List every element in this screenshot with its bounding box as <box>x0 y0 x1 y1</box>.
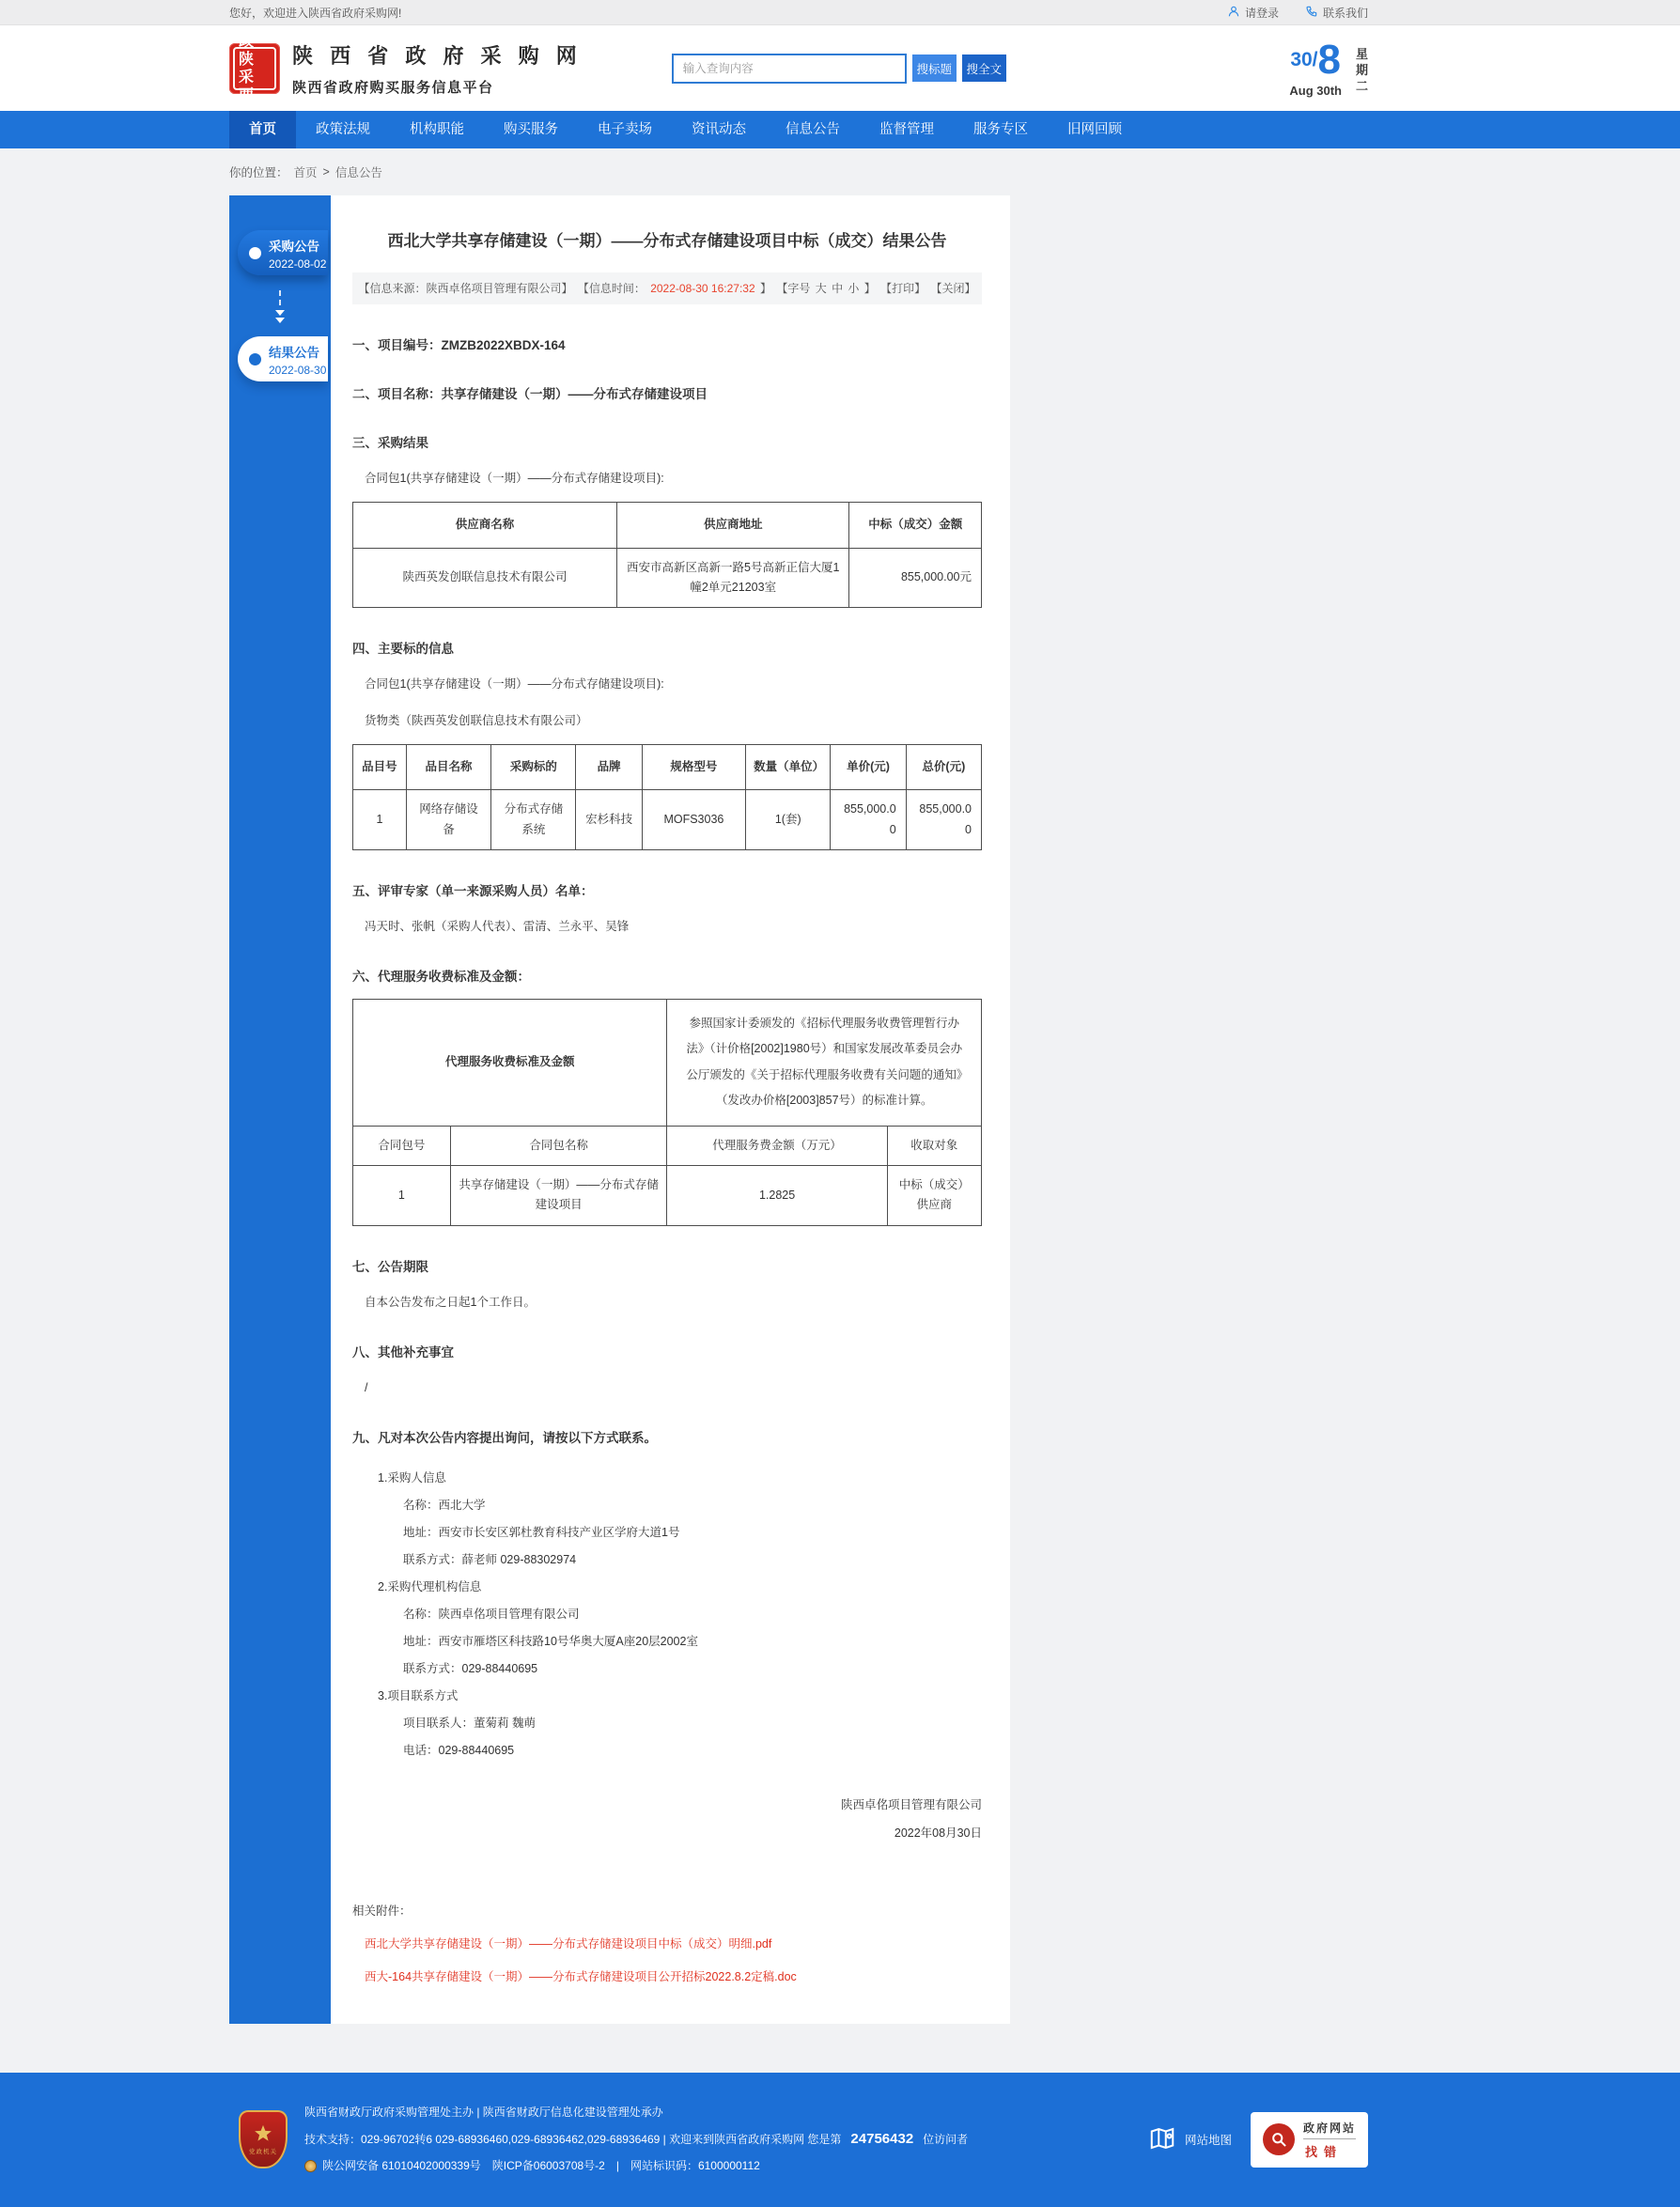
attachment-link-pdf[interactable]: 西北大学共享存储建设（一期）——分布式存储建设项目中标（成交）明细.pdf <box>365 1936 772 1951</box>
search-bar <box>672 54 1006 84</box>
site-footer <box>0 2073 1680 2207</box>
supplier-name-cell: 陕西英发创联信息技术有限公司 <box>353 548 617 608</box>
nav-item-policies[interactable]: 政策法规 <box>316 122 370 137</box>
contact-line: 地址：西安市长安区郭杜教育科技产业区学府大道1号 <box>403 1525 680 1539</box>
print-button[interactable]: 【打印】 <box>880 282 926 296</box>
model-cell: MOFS3036 <box>642 790 745 850</box>
column-header: 品目号 <box>353 745 407 790</box>
nav-item-home[interactable]: 首页 <box>229 111 296 148</box>
date-month: 8 <box>1317 36 1342 83</box>
contract-package-line: 合同包1(共享存储建设（一期）——分布式存储建设项目): <box>365 677 664 692</box>
contact-us-link[interactable] <box>1305 5 1368 21</box>
nav-item-news[interactable]: 资讯动态 <box>692 122 746 137</box>
badge-gov-site-label: 政府网站 <box>1302 2121 1356 2135</box>
timeline-step-procurement-announcement[interactable] <box>238 230 328 275</box>
info-time-value: 2022-08-30 16:27:32 <box>650 282 755 296</box>
brand-cell: 宏杉科技 <box>576 790 642 850</box>
fee-standard-label-cell: 代理服务收费标准及金额 <box>353 999 667 1126</box>
nav-item-purchase-services[interactable]: 购买服务 <box>504 122 558 137</box>
search-fulltext-button[interactable]: 搜全文 <box>962 54 1006 82</box>
timeline-step-date: 2022-08-30 <box>269 363 327 377</box>
supplier-address-cell: 西安市高新区高新一路5号高新正信大厦1幢2单元21203室 <box>616 548 849 608</box>
footer-organizer-line: 陕西省财政厅政府采购管理处主办 | 陕西省财政厅信息化建设管理处承办 <box>304 2105 663 2119</box>
contact-line: 联系方式：029-88440695 <box>403 1661 538 1675</box>
phone-icon <box>1305 5 1318 21</box>
welcome-text: 您好，欢迎进入陕西省政府采购网! <box>229 6 402 20</box>
timeline-step-title: 结果公告 <box>269 345 319 360</box>
column-header: 规格型号 <box>642 745 745 790</box>
section-procurement-result: 三、采购结果 <box>352 436 428 451</box>
breadcrumb <box>229 148 1451 195</box>
attachments-section <box>352 1902 982 1984</box>
info-time-label: 【信息时间： <box>577 282 646 296</box>
contact-us-label: 联系我们 <box>1322 6 1368 20</box>
contact-line: 地址：西安市雁塔区科技路10号华奥大厦A座20层2002室 <box>403 1634 698 1648</box>
magnifier-icon <box>1263 2123 1295 2155</box>
table-row <box>353 1166 982 1226</box>
nav-item-service-zone[interactable]: 服务专区 <box>973 122 1028 137</box>
fontsize-small-button[interactable]: 小 <box>848 282 860 296</box>
fontsize-medium-button[interactable]: 中 <box>832 282 844 296</box>
breadcrumb-home-link[interactable]: 首页 <box>293 166 318 179</box>
column-header: 品牌 <box>576 745 642 790</box>
contact-info-block <box>352 1465 982 1764</box>
breadcrumb-current-link[interactable]: 信息公告 <box>334 166 382 179</box>
fee-policy-cell: 参照国家计委颁发的《招标代理服务收费管理暂行办法》（计价格[2002]1980号）和国家发展改革委员会办公厅颁发的《关于招标代理服务收费有关问题的通知》（发改办价格[2003]857号）的标准计算。 <box>667 999 982 1126</box>
contact-line: 2.采购代理机构信息 <box>378 1579 482 1593</box>
section-inquiries: 九、凡对本次公告内容提出询问，请按以下方式联系。 <box>352 1430 657 1445</box>
section-announcement-period: 七、公告期限 <box>352 1259 428 1274</box>
site-subtitle: 陕西省政府购买服务信息平台 <box>292 79 494 96</box>
attachments-label: 相关附件： <box>352 1904 412 1918</box>
signature-block <box>352 1791 982 1847</box>
other-matters-text: / <box>365 1380 368 1394</box>
content-band <box>0 148 1680 2073</box>
article-meta-bar: 【信息来源：陕西卓佲项目管理有限公司】 【信息时间： 2022-08-30 16:27:32 】 【字号 大 中 小 】 【打印】 【关闭】 <box>352 272 982 304</box>
column-header: 品目名称 <box>406 745 490 790</box>
contact-line: 联系方式：薛老师 029-88302974 <box>403 1552 577 1566</box>
nav-item-announcements[interactable]: 信息公告 <box>786 122 840 137</box>
contact-line: 名称：陕西卓佲项目管理有限公司 <box>403 1607 580 1621</box>
page-title: 西北大学共享存储建设（一期）——分布式存储建设项目中标（成交）结果公告 <box>387 232 947 250</box>
site-header <box>0 25 1680 111</box>
column-header: 合同包名称 <box>450 1126 667 1165</box>
procurement-target-cell: 分布式存储系统 <box>491 790 576 850</box>
package-no-cell: 1 <box>353 1166 451 1226</box>
table-row <box>353 790 982 850</box>
fontsize-large-button[interactable]: 大 <box>815 282 827 296</box>
contact-line: 3.项目联系方式 <box>378 1688 459 1702</box>
date-english: Aug 30th <box>1289 83 1342 98</box>
column-header: 供应商名称 <box>353 503 617 548</box>
section-experts: 五、评审专家（单一来源采购人员）名单： <box>352 883 594 898</box>
section-agency-fee: 六、代理服务收费标准及金额： <box>352 969 530 984</box>
contact-line: 电话：029-88440695 <box>403 1743 515 1757</box>
nav-item-old-site[interactable]: 旧网回顾 <box>1067 122 1122 137</box>
site-error-badge[interactable] <box>1251 2112 1368 2168</box>
contact-line: 项目联系人：董菊莉 魏萌 <box>403 1716 536 1730</box>
contact-line: 1.采购人信息 <box>378 1470 446 1484</box>
section-other-matters: 八、其他补充事宜 <box>352 1344 454 1360</box>
timeline-dot <box>249 353 261 365</box>
goods-category-line: 货物类（陕西英发创联信息技术有限公司） <box>365 714 588 728</box>
item-no-cell: 1 <box>353 790 407 850</box>
timeline-step-result-announcement[interactable] <box>238 336 328 381</box>
nav-item-functions[interactable]: 机构职能 <box>410 122 464 137</box>
date-widget <box>1289 36 1368 98</box>
contact-line: 名称：西北大学 <box>403 1498 486 1512</box>
sitemap-icon <box>1148 2124 1176 2155</box>
date-day: 30/ <box>1290 48 1318 70</box>
attachment-link-doc[interactable]: 西大-164共享存储建设（一期）——分布式存储建设项目公开招标2022.8.2定稿.doc <box>365 1969 797 1983</box>
signature-company: 陕西卓佲项目管理有限公司 <box>840 1797 982 1811</box>
fontsize-label: 【字号 <box>776 282 811 296</box>
column-header: 供应商地址 <box>616 503 849 548</box>
section-project-name: 二、项目名称：共享存储建设（一期）——分布式存储建设项目 <box>352 387 708 402</box>
fee-payer-cell: 中标（成交）供应商 <box>887 1166 981 1226</box>
award-amount-cell: 855,000.00元 <box>849 548 982 608</box>
footer-support-line: 技术支持：029-96702转6 029-68936460,029-68936462,029-68936469 | 欢迎来到陕西省政府采购网 您是第 24756432 位访问者 <box>304 2128 968 2151</box>
total-price-cell: 855,000.00 <box>906 790 981 850</box>
logo-seal-text-top: 政陕 <box>239 33 258 68</box>
sitemap-label: 网站地图 <box>1184 2134 1232 2148</box>
column-header: 单价(元) <box>831 745 906 790</box>
agency-fee-table <box>352 999 982 1226</box>
close-button[interactable]: 【关闭】 <box>930 282 976 296</box>
user-icon <box>1227 5 1240 21</box>
breadcrumb-separator: > <box>322 165 330 179</box>
site-logo[interactable] <box>229 33 583 103</box>
weekday-label: 星 期 二 <box>1355 46 1368 93</box>
timeline-arrow-icon <box>229 290 331 323</box>
section-project-number: 一、项目编号：ZMZB2022XBDX-164 <box>352 338 566 353</box>
nav-item-supervision[interactable]: 监督管理 <box>879 122 934 137</box>
timeline-dot <box>249 247 261 259</box>
party-government-emblem <box>239 2110 288 2168</box>
item-name-cell: 网络存储设备 <box>406 790 490 850</box>
main-nav <box>0 111 1680 148</box>
quantity-cell: 1(套) <box>746 790 831 850</box>
package-name-cell: 共享存储建设（一期）——分布式存储建设项目 <box>450 1166 667 1226</box>
public-security-badge-icon <box>304 2160 317 2172</box>
column-header: 合同包号 <box>353 1126 451 1165</box>
experts-list: 冯天时、张帆（采购人代表）、雷清、兰永平、吴锋 <box>365 919 630 933</box>
logo-seal-text-bottom: 采西 <box>239 69 258 103</box>
nav-item-e-marketplace[interactable]: 电子卖场 <box>598 122 652 137</box>
search-title-button[interactable]: 搜标题 <box>912 54 957 82</box>
supplier-result-table <box>352 502 982 608</box>
unit-price-cell: 855,000.00 <box>831 790 906 850</box>
contract-package-line: 合同包1(共享存储建设（一期）——分布式存储建设项目): <box>365 472 664 486</box>
timeline-step-title: 采购公告 <box>269 239 319 254</box>
bid-items-table <box>352 744 982 850</box>
visitor-count: 24756432 <box>850 2131 914 2148</box>
announcement-period-text: 自本公告发布之日起1个工作日。 <box>365 1295 536 1309</box>
site-name: 陕 西 省 政 府 采 购 网 <box>292 43 583 68</box>
sitemap-link[interactable] <box>1148 2124 1232 2155</box>
table-row <box>353 548 982 608</box>
badge-find-error-label: 找错 <box>1303 2138 1356 2160</box>
column-header: 采购标的 <box>491 745 576 790</box>
logo-seal-icon <box>229 33 280 103</box>
article-panel <box>331 195 1010 2024</box>
breadcrumb-label: 你的位置： <box>229 166 288 179</box>
info-source: 【信息来源：陕西卓佲项目管理有限公司】 <box>358 282 573 296</box>
timeline-step-date: 2022-08-02 <box>269 256 327 271</box>
column-header: 中标（成交）金额 <box>849 503 982 548</box>
search-input[interactable] <box>672 54 907 84</box>
signature-date: 2022年08月30日 <box>894 1826 982 1840</box>
announcement-timeline-sidebar <box>229 195 331 2024</box>
topbar <box>0 0 1680 25</box>
column-header: 收取对象 <box>887 1126 981 1165</box>
section-main-subject-info: 四、主要标的信息 <box>352 642 454 657</box>
column-header: 代理服务费金额（万元） <box>667 1126 887 1165</box>
fee-amount-cell: 1.2825 <box>667 1166 887 1226</box>
footer-beian-line: 陕公网安备 61010402000339号 陕ICP备06003708号-2 | 网站标识码：6100000112 <box>304 2157 968 2175</box>
emblem-label: 党政机关 <box>249 2149 277 2156</box>
login-link[interactable] <box>1227 5 1279 21</box>
column-header: 数量（单位） <box>746 745 831 790</box>
column-header: 总价(元) <box>906 745 981 790</box>
login-label: 请登录 <box>1244 6 1279 20</box>
